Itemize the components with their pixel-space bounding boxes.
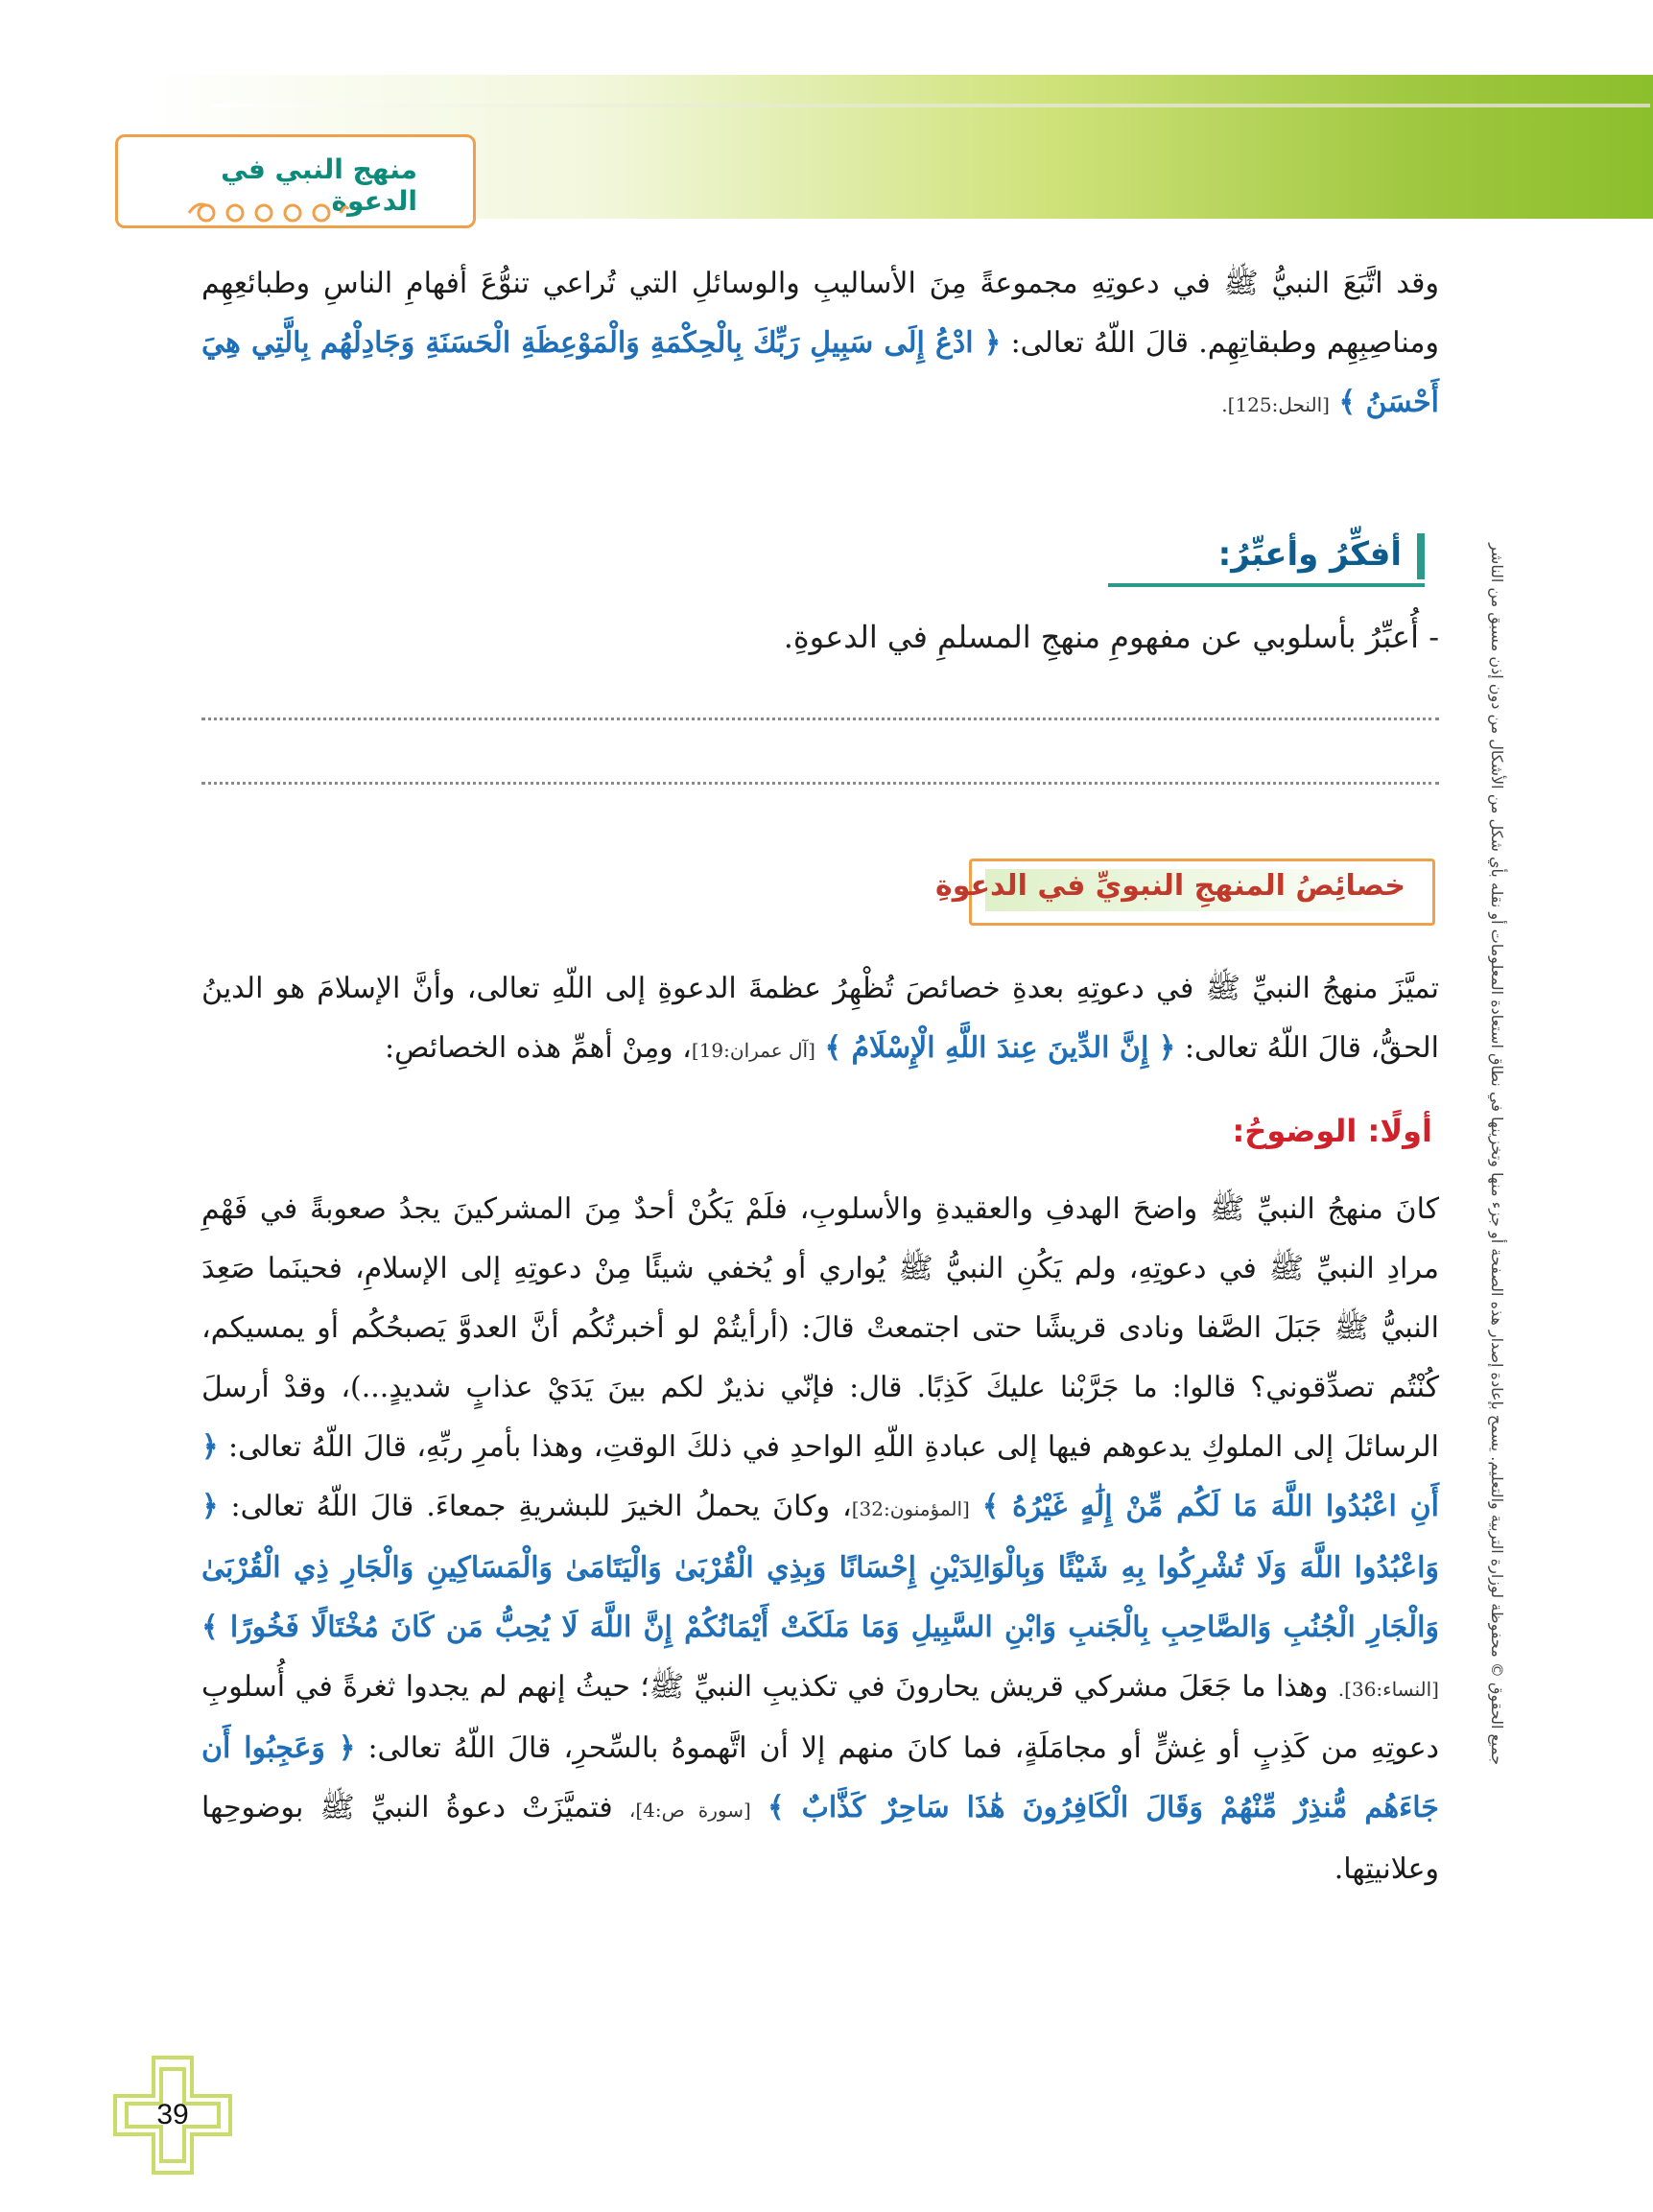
para3-text1: كانَ منهجُ النبيِّ ﷺ واضحَ الهدفِ والعقيدةِ والأسلوبِ، فلَمْ يَكُنْ أحدٌ مِنَ المشركينَ يجدُ صعوبةً في فَهْمِ مرادِ النبيِّ ﷺ في دعوتِهِ، ولم يَكُنِ النبيُّ ﷺ يُواري أو يُخفي شيئًا مِنْ دعوتِهِ إلى الإسلامِ، فحينَما صَعِدَ النبيُّ ﷺ جَبَلَ الصَّفا ونادى قريشًا حتى اجتمعتْ قالَ: (أرأيتُمْ لو أخبرتُكُم أنَّ العدوَّ يَصبحُكُم أو يمسيكم، كُنْتُم تصدِّقوني؟ قالوا: ما جَرَّبْنا عليكَ كَذِبًا. قال: فإنّي نذيرٌ لكم بينَ يَدَيْ عذابٍ شديدٍ...)، وقدْ أرسلَ الرسائلَ إلى الملوكِ يدعوهم فيها إلى عبادةِ اللّهِ الواحدِ في ذلكَ الوقتِ، وهذا بأمرِ ربِّهِ، قالَ اللّهُ تعالى:: [201, 1192, 1439, 1464]
para2-tail: ، ومِنْ أهمِّ هذه الخصائصِ:: [385, 1031, 692, 1065]
think-prompt: - أُعبِّرُ بأسلوبي عن مفهومِ منهجِ المسلمِ في الدعوةِ.: [783, 619, 1439, 655]
para3-ref1: [المؤمنون:32]: [851, 1497, 970, 1520]
think-heading: [1108, 529, 1425, 587]
intro-quran: ﴿ ادْعُ إِلَى سَبِيلِ رَبِّكَ بِالْحِكْمَةِ وَالْمَوْعِظَةِ الْحَسَنَةِ وَجَادِلْهُم بِالَّتِي هِيَ أَحْسَنُ ﴾: [201, 326, 1439, 419]
para2-quran: ﴿ إِنَّ الدِّينَ عِندَ اللَّهِ الْإِسْلَامُ ﴾: [824, 1031, 1176, 1065]
clarity-heading: أولًا: الوضوحُ:: [1232, 1113, 1432, 1149]
para2-text: تميَّزَ منهجُ النبيِّ ﷺ في دعوتِهِ بعدةِ خصائصَ تُظْهِرُ عظمةَ الدعوةِ إلى اللّهِ تعالى، وأنَّ الإسلامَ هو الدينُ الحقُّ، قالَ اللّهُ تعالى:: [201, 972, 1439, 1065]
answer-line-2[interactable]: [201, 782, 1439, 785]
para3-text2: ، وكانَ يحملُ الخيرَ للبشريةِ جمعاءَ. قالَ اللّهُ تعالى:: [230, 1490, 852, 1523]
section-heading: [935, 859, 1435, 926]
side-copyright: جميع الحقوق © محفوظة لوزارة التربية والتعليم. يسمح بإعادة إصدار هذه الصفحة أو جزء منها وتخزينها في نطاق استعادة المعلومات أو نقله بأي شكل من الأشكال من دون إذن مسبق من الناشر: [1488, 543, 1506, 1765]
para3-text4: فتميَّزَتْ دعوةُ النبيِّ ﷺ بوضوحِها وعلانيتِها.: [201, 1791, 1439, 1886]
intro-text: وقد اتَّبَعَ النبيُّ ﷺ في دعوتِهِ مجموعةً مِنَ الأساليبِ والوسائلِ التي تُراعي تنوُّعَ أفهامِ الناسِ وطبائعِهِم ومناصِبِهِم وطبقاتِهِم. قالَ اللّهُ تعالى:: [201, 267, 1439, 360]
header-title: منهج النبي في الدعوة: [221, 153, 417, 217]
think-heading-text: أفكِّرُ وأعبِّرُ:: [1217, 535, 1402, 574]
intro-paragraph: [201, 254, 1439, 435]
header-ornament-icon: [187, 200, 350, 226]
answer-line-1[interactable]: [201, 718, 1439, 720]
para3-ref3: [سورة ص:4]،: [628, 1799, 751, 1822]
clarity-paragraph: [201, 1180, 1439, 1899]
page-number: 39: [156, 2099, 189, 2130]
para3-ref2: [النساء:36].: [1337, 1678, 1439, 1701]
para3-quran2: ﴿ وَاعْبُدُوا اللَّهَ وَلَا تُشْرِكُوا بِهِ شَيْئًا وَبِالْوَالِدَيْنِ إِحْسَانًا وَبِذِي الْقُرْبَىٰ وَالْيَتَامَىٰ وَالْمَسَاكِينِ وَالْجَارِ ذِي الْقُرْبَىٰ وَالْجَارِ الْجُنُبِ وَالصَّاحِبِ بِالْجَنبِ وَابْنِ السَّبِيلِ وَمَا مَلَكَتْ أَيْمَانُكُمْ إِنَّ اللَّهَ لَا يُحِبُّ مَن كَانَ مُخْتَالًا فَخُورًا ﴾: [201, 1490, 1439, 1644]
characteristics-paragraph: [201, 959, 1439, 1080]
think-heading-bar: [1417, 533, 1425, 579]
para3-quran1: ﴿ أَنِ اعْبُدُوا اللَّهَ مَا لَكُم مِّنْ إِلَٰهٍ غَيْرُهُ ﴾: [201, 1430, 1439, 1523]
intro-ref: [النحل:125].: [1221, 393, 1330, 416]
para3-quran3: ﴿ وَعَجِبُوا أَن جَاءَهُم مُّنذِرٌ مِّنْهُمْ وَقَالَ الْكَافِرُونَ هَٰذَا سَاحِرٌ كَذَّابٌ ﴾: [201, 1731, 1439, 1824]
section-heading-text: خصائِصُ المنهجِ النبويِّ في الدعوةِ: [935, 869, 1405, 903]
para2-ref: [آل عمران:19]: [691, 1039, 815, 1062]
header-rule: [211, 104, 1650, 107]
para3-text3: وهذا ما جَعَلَ مشركي قريش يحارونَ في تكذيبِ النبيِّ ﷺ؛ حيثُ إنهم لم يجدوا ثغرةً في أُسلوبِ دعوتِهِ من كَذِبٍ أو غِشٍّ أو مجامَلَةٍ، فما كانَ منهم إلا أن اتَّهموهُ بالسِّحرِ، قالَ اللّهُ تعالى:: [201, 1670, 1439, 1765]
